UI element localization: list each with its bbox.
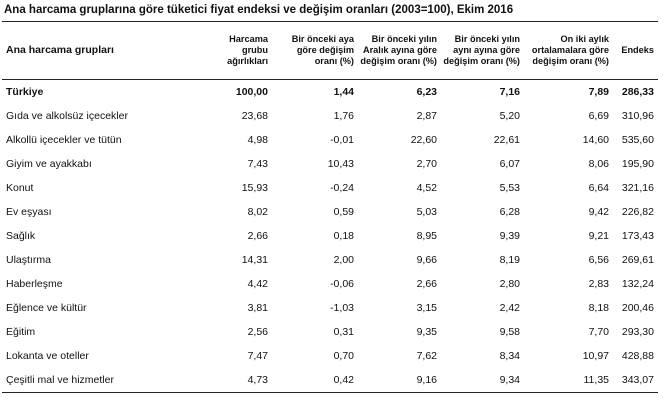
table-row — [2, 128, 658, 152]
table-cell: 1,76 — [333, 110, 354, 122]
table-body — [2, 80, 658, 393]
row-label: Konut — [6, 182, 34, 194]
table-cell: 5,03 — [416, 206, 437, 218]
table-cell: 0,70 — [333, 350, 354, 362]
cpi-table — [2, 21, 658, 393]
column-header: Bir önceki aya göre değişim oranı (%) — [272, 22, 358, 80]
table-cell: 310,96 — [621, 110, 654, 122]
table-cell: 14,31 — [241, 254, 268, 266]
table-cell: 7,47 — [247, 350, 268, 362]
table-cell: 7,89 — [588, 86, 609, 98]
table-cell: 23,68 — [241, 110, 268, 122]
table-row — [2, 296, 658, 320]
table-cell: 293,30 — [621, 326, 654, 338]
table-cell: 6,28 — [499, 206, 520, 218]
table-row — [2, 176, 658, 200]
table-row — [2, 272, 658, 296]
table-cell: 4,52 — [416, 182, 437, 194]
table-cell: 226,82 — [621, 206, 654, 218]
table-title: Ana harcama gruplarına göre tüketici fiyat endeksi ve değişim oranları (2003=100), Ekim 2016 — [4, 4, 514, 16]
table-cell: 6,07 — [499, 158, 520, 170]
table-cell: 11,35 — [524, 368, 613, 393]
column-header: Endeks — [613, 22, 658, 80]
table-cell: 8,95 — [416, 230, 437, 242]
table-cell: 8,19 — [499, 254, 520, 266]
row-label: Ev eşyası — [6, 206, 52, 218]
table-cell: 0,42 — [272, 368, 358, 393]
table-row — [2, 248, 658, 272]
table-row — [2, 152, 658, 176]
table-cell: -1,03 — [330, 302, 354, 314]
table-row-total — [2, 80, 658, 105]
table-cell: 200,46 — [621, 302, 654, 314]
table-cell: 535,60 — [621, 134, 654, 146]
table-cell: 4,42 — [247, 278, 268, 290]
table-cell: 0,18 — [333, 230, 354, 242]
table-cell: 8,18 — [588, 302, 609, 314]
table-cell: 9,21 — [588, 230, 609, 242]
table-cell: 9,34 — [441, 368, 524, 393]
table-cell: 2,56 — [247, 326, 268, 338]
table-cell: 6,64 — [588, 182, 609, 194]
column-header: Ana harcama grupları — [2, 22, 202, 80]
row-label: Türkiye — [6, 86, 44, 98]
table-row — [2, 200, 658, 224]
row-label: Eğlence ve kültür — [6, 302, 87, 314]
table-cell: 100,00 — [235, 86, 268, 98]
column-header: Harcama grubu ağırlıkları — [202, 22, 272, 80]
table-cell: 9,39 — [499, 230, 520, 242]
table-cell: 2,66 — [416, 278, 437, 290]
row-label: Giyim ve ayakkabı — [6, 158, 92, 170]
row-label: Alkollü içecekler ve tütün — [6, 134, 122, 146]
table-cell: 22,60 — [410, 134, 437, 146]
table-row — [2, 344, 658, 368]
row-label: Çeşitli mal ve hizmetler — [2, 368, 202, 393]
table-cell: 8,34 — [499, 350, 520, 362]
table-cell: 3,15 — [416, 302, 437, 314]
table-cell: 2,80 — [499, 278, 520, 290]
row-label: Ulaştırma — [6, 254, 51, 266]
table-cell: -0,24 — [330, 182, 354, 194]
table-cell: 7,62 — [416, 350, 437, 362]
table-cell: 15,93 — [241, 182, 268, 194]
table-cell: 14,60 — [582, 134, 609, 146]
table-cell: 321,16 — [621, 182, 654, 194]
table-cell: 9,35 — [416, 326, 437, 338]
table-header — [2, 22, 658, 80]
table-cell: 9,66 — [416, 254, 437, 266]
table-cell: 269,61 — [621, 254, 654, 266]
table-cell: 428,88 — [621, 350, 654, 362]
table-cell: 2,42 — [499, 302, 520, 314]
table-cell: 2,66 — [247, 230, 268, 242]
column-header: Bir önceki yılın aynı ayına göre değişim oranı (%) — [441, 22, 524, 80]
table-cell: 5,20 — [499, 110, 520, 122]
table-cell: 9,16 — [358, 368, 441, 393]
table-cell: 9,58 — [499, 326, 520, 338]
row-label: Sağlık — [6, 230, 36, 242]
table-cell: 1,44 — [333, 86, 354, 98]
table-cell: 2,00 — [333, 254, 354, 266]
row-label: Lokanta ve oteller — [6, 350, 89, 362]
table-cell: 2,70 — [416, 158, 437, 170]
table-cell: 6,23 — [416, 86, 437, 98]
table-cell: 7,16 — [499, 86, 520, 98]
table-row — [2, 224, 658, 248]
table-cell: 343,07 — [613, 368, 658, 393]
table-cell: 7,70 — [588, 326, 609, 338]
table-cell: 195,90 — [621, 158, 654, 170]
table-cell: 10,43 — [327, 158, 354, 170]
row-label: Haberleşme — [6, 278, 63, 290]
table-cell: 8,02 — [247, 206, 268, 218]
table-cell: 0,31 — [333, 326, 354, 338]
table-row — [2, 368, 658, 393]
table-cell: 7,43 — [247, 158, 268, 170]
column-header: On iki aylık ortalamalara göre değişim oranı (%) — [524, 22, 613, 80]
table-cell: 5,53 — [499, 182, 520, 194]
header-row — [2, 22, 658, 80]
table-cell: 2,83 — [588, 278, 609, 290]
row-label: Gıda ve alkolsüz içecekler — [6, 110, 128, 122]
table-cell: 8,06 — [588, 158, 609, 170]
table-cell: 2,87 — [416, 110, 437, 122]
table-cell: -0,01 — [330, 134, 354, 146]
table-cell: -0,06 — [330, 278, 354, 290]
table-row — [2, 104, 658, 128]
table-cell: 173,43 — [621, 230, 654, 242]
table-row — [2, 320, 658, 344]
row-label: Eğitim — [6, 326, 36, 338]
table-cell: 286,33 — [621, 86, 654, 98]
table-cell: 9,42 — [588, 206, 609, 218]
table-cell: 0,59 — [333, 206, 354, 218]
table-cell: 6,56 — [588, 254, 609, 266]
table-cell: 132,24 — [621, 278, 654, 290]
table-cell: 4,98 — [247, 134, 268, 146]
table-cell: 4,73 — [202, 368, 272, 393]
table-cell: 22,61 — [493, 134, 520, 146]
table-cell: 3,81 — [247, 302, 268, 314]
column-header: Bir önceki yılın Aralık ayına göre değişim oranı (%) — [358, 22, 441, 80]
table-cell: 6,69 — [588, 110, 609, 122]
table-cell: 10,97 — [582, 350, 609, 362]
